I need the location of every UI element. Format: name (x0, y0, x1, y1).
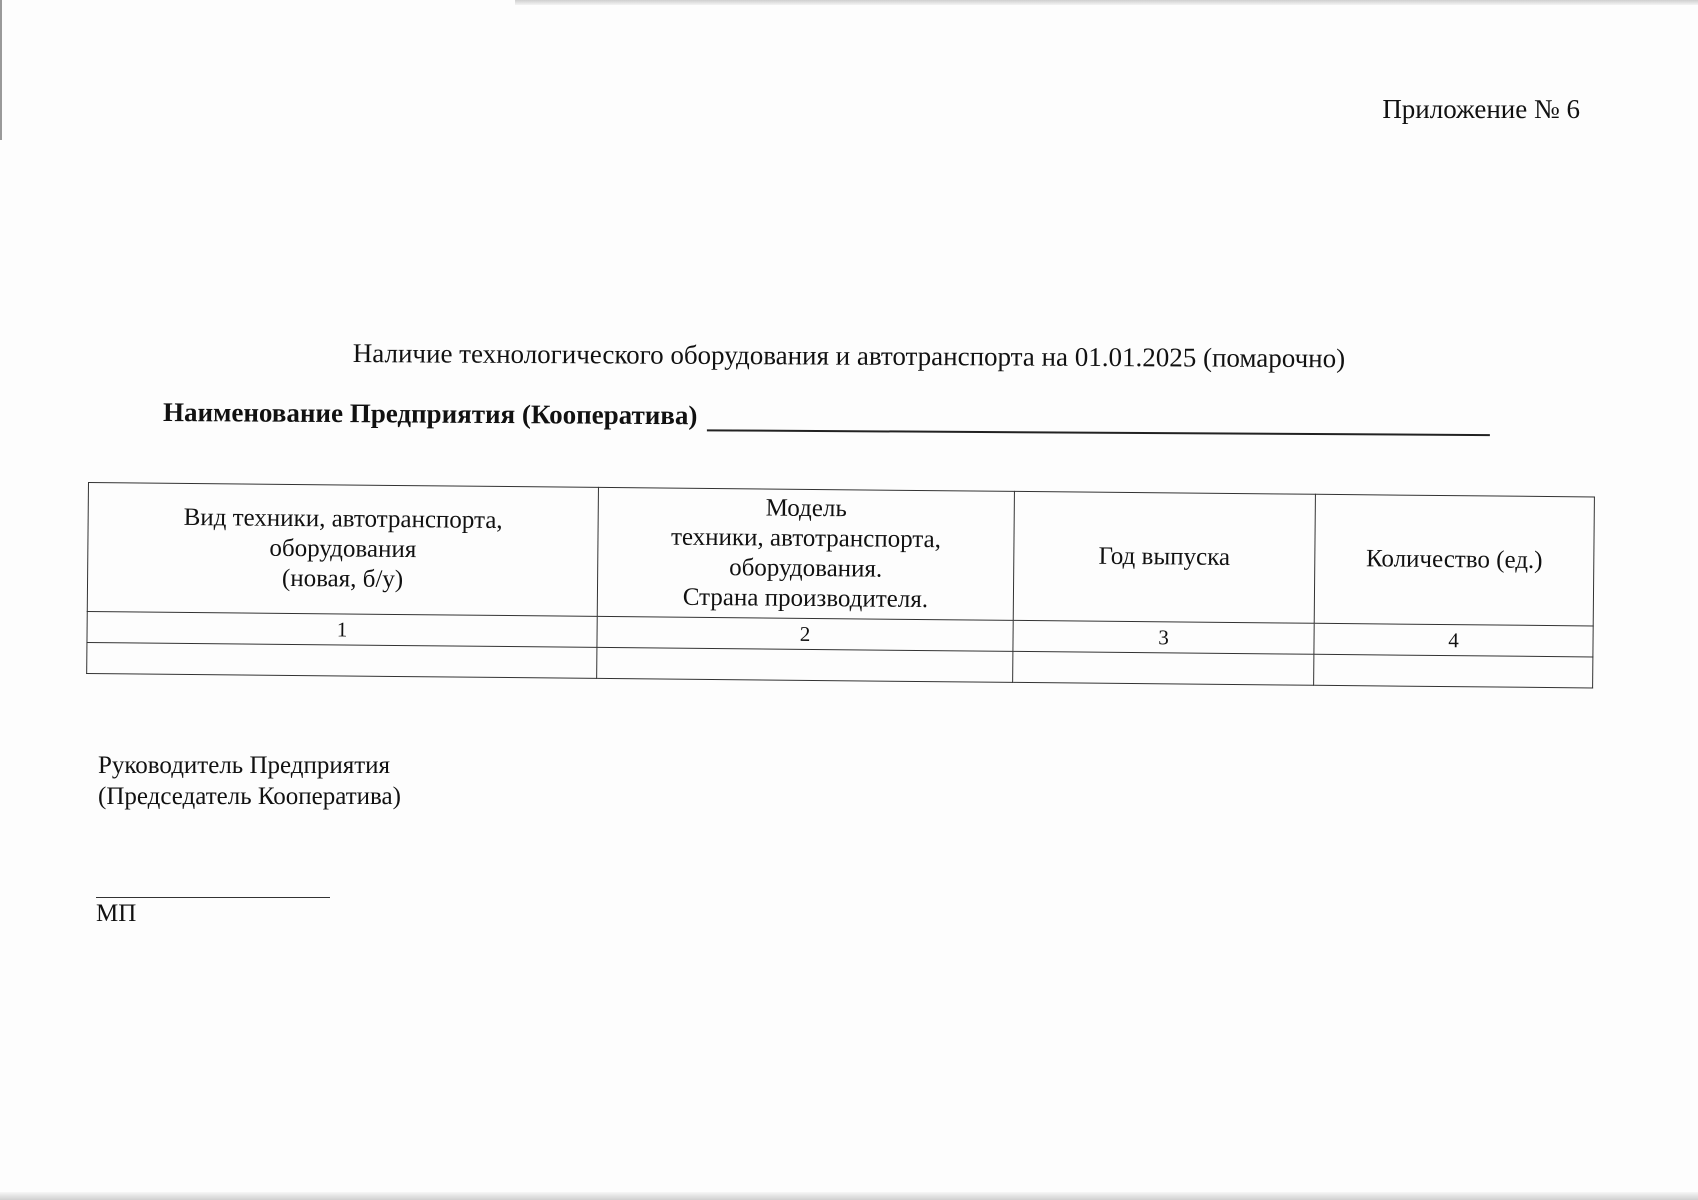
appendix-number: Приложение № 6 (1382, 94, 1580, 124)
equipment-table (86, 482, 1595, 688)
table-cell[interactable] (1314, 654, 1593, 688)
table-cell[interactable] (87, 642, 597, 678)
signatory-block (98, 750, 401, 813)
table-header-row (87, 483, 1594, 626)
column-number: 3 (1013, 620, 1314, 654)
table-cell[interactable] (1013, 651, 1314, 685)
signatory-role-alt: (Председатель Кооператива) (98, 783, 401, 811)
table-cell[interactable] (597, 647, 1013, 682)
scan-edge-bottom (0, 1192, 1698, 1200)
signature-line[interactable] (96, 897, 330, 898)
header-quantity: Количество (ед.) (1314, 494, 1594, 626)
column-number: 4 (1314, 623, 1593, 657)
header-model: Модель техники, автотранспорта, оборудования. Страна производителя. (597, 487, 1014, 620)
column-number: 1 (87, 611, 597, 647)
header-equipment-type: Вид техники, автотранспорта, оборудования (новая, б/у) (87, 483, 598, 617)
organization-name-label: Наименование Предприятия (Кооператива) (162, 397, 698, 431)
column-number: 2 (597, 616, 1013, 651)
signatory-role: Руководитель Предприятия (98, 752, 391, 779)
document-title: Наличие технологического оборудования и автотранспорта на 01.01.2025 (помарочно) (352, 338, 1346, 374)
header-year: Год выпуска (1013, 491, 1315, 623)
scan-edge-left (0, 0, 2, 140)
stamp-placeholder: МП (96, 900, 137, 927)
organization-name-blank[interactable] (707, 403, 1490, 436)
scan-edge-top (515, 0, 1698, 5)
equipment-table-wrapper (86, 482, 1594, 688)
organization-name-line (163, 397, 1491, 436)
